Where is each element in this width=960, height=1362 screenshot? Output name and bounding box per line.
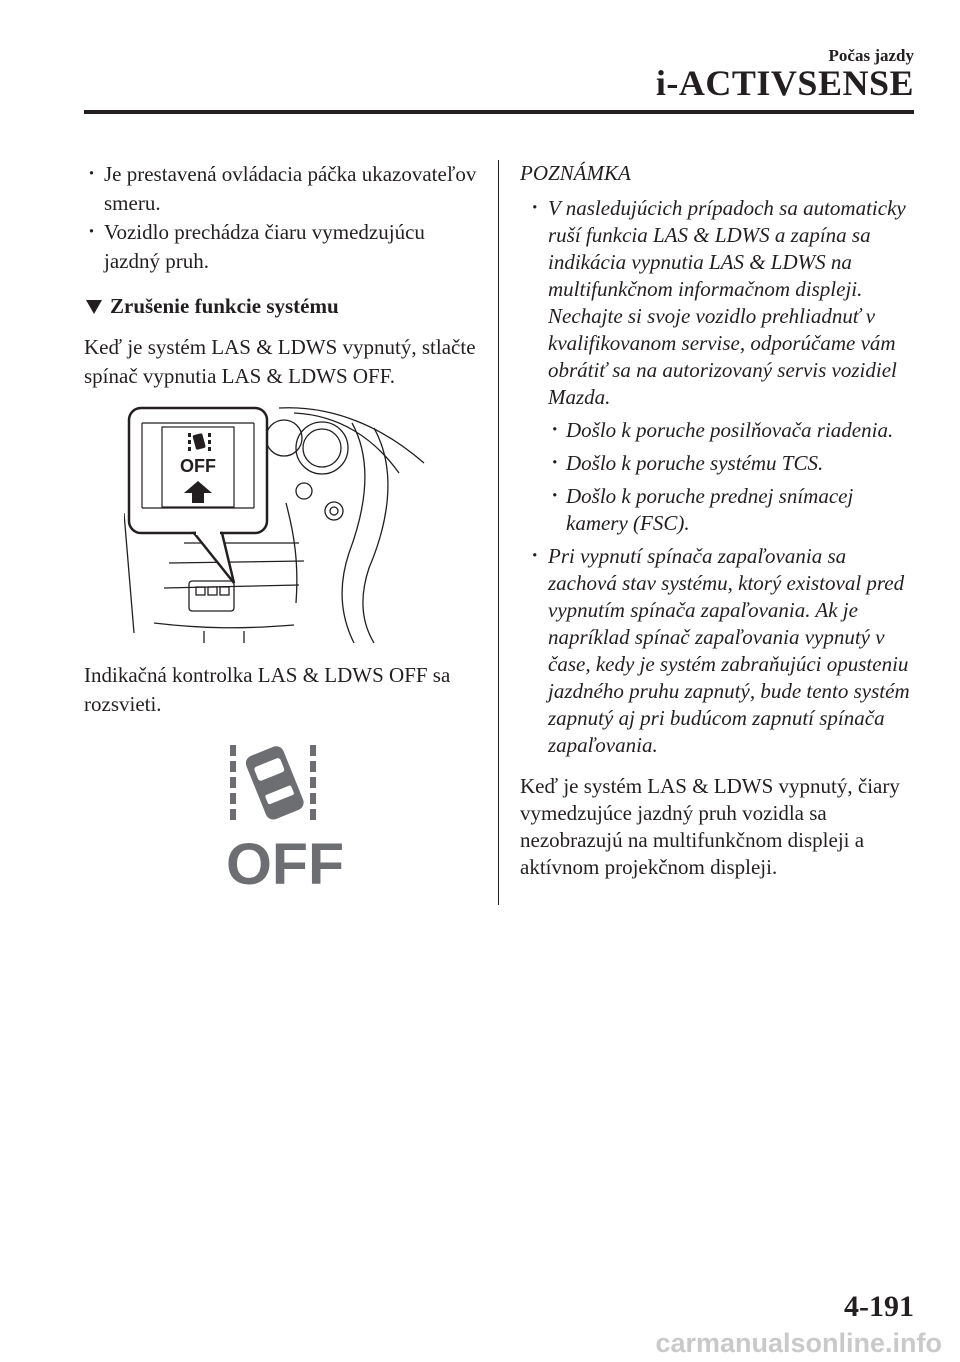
bullet-item-lane-crossing: · Vozidlo prechádza čiaru vymedzujúcu jazdný pruh. — [84, 218, 484, 276]
indicator-off-label: OFF — [226, 832, 344, 891]
note-bullet-auto-cancel: · V nasledujúcich prípadoch sa automaticky ruší funkcia LAS & LDWS a zapína sa indikácia vypnutia LAS & LDWS na multifunkčnom informačnom displeji. Nechajte si svoje vozidlo prehliadnuť v kvalifikovanom servise, odporúčame vám obrátiť sa na autorizovaný servis vozidiel Mazda. — [520, 195, 920, 411]
bullet-item-turn-signal: · Je prestavená ovládacia páčka ukazovateľov smeru. — [84, 160, 484, 218]
note-bullet-ignition-state: · Pri vypnutí spínača zapaľovania sa zachová stav systému, ktorý existoval pred vypnutím spínača zapaľovania. Ak je napríklad spínač zapaľovania vypnutý v čase, kedy je systém zabraňujúci opusteniu jazdného pruhu zapnutý, bude tento systém zapnutý aj pri budúcom zapnutí spínača zapaľovania. — [520, 543, 920, 759]
note-sub-bullet-camera: · Došlo k poruche prednej snímacej kamery (FSC). — [520, 483, 920, 537]
figure-off-label: OFF — [180, 456, 216, 476]
switch-location-illustration — [124, 403, 464, 643]
section-heading — [84, 292, 484, 321]
las-ldws-off-indicator-icon — [224, 741, 354, 891]
watermark: carmanualsonline.info — [655, 1328, 942, 1358]
paragraph-cancel-instructions: Keď je systém LAS & LDWS vypnutý, stlačte spínač vypnutia LAS & LDWS OFF. — [84, 335, 476, 388]
page-number: 4-191 — [844, 1290, 914, 1323]
note-sub-bullet-tcs: · Došlo k poruche systému TCS. — [520, 450, 920, 477]
section-heading-text: Zrušenie funkcie systému — [110, 294, 339, 318]
column-divider — [498, 160, 499, 905]
right-column — [520, 160, 920, 881]
header-rule — [84, 110, 914, 114]
paragraph-indicator: Indikačná kontrolka LAS & LDWS OFF sa rozsvieti. — [84, 663, 451, 716]
triangle-marker-icon — [86, 300, 102, 314]
header-title: i-ACTIVSENSE — [655, 63, 914, 103]
note-sub-bullet-power-steering: · Došlo k poruche posilňovača riadenia. — [520, 417, 920, 444]
paragraph-lines-not-displayed: Keď je systém LAS & LDWS vypnutý, čiary vymedzujúce jazdný pruh vozidla sa nezobrazujú na multifunkčnom displeji a aktívnom projekčnom displeji. — [520, 774, 900, 879]
left-column — [84, 160, 484, 899]
note-title: POZNÁMKA — [520, 161, 631, 185]
header-section: Počas jazdy — [828, 46, 914, 65]
